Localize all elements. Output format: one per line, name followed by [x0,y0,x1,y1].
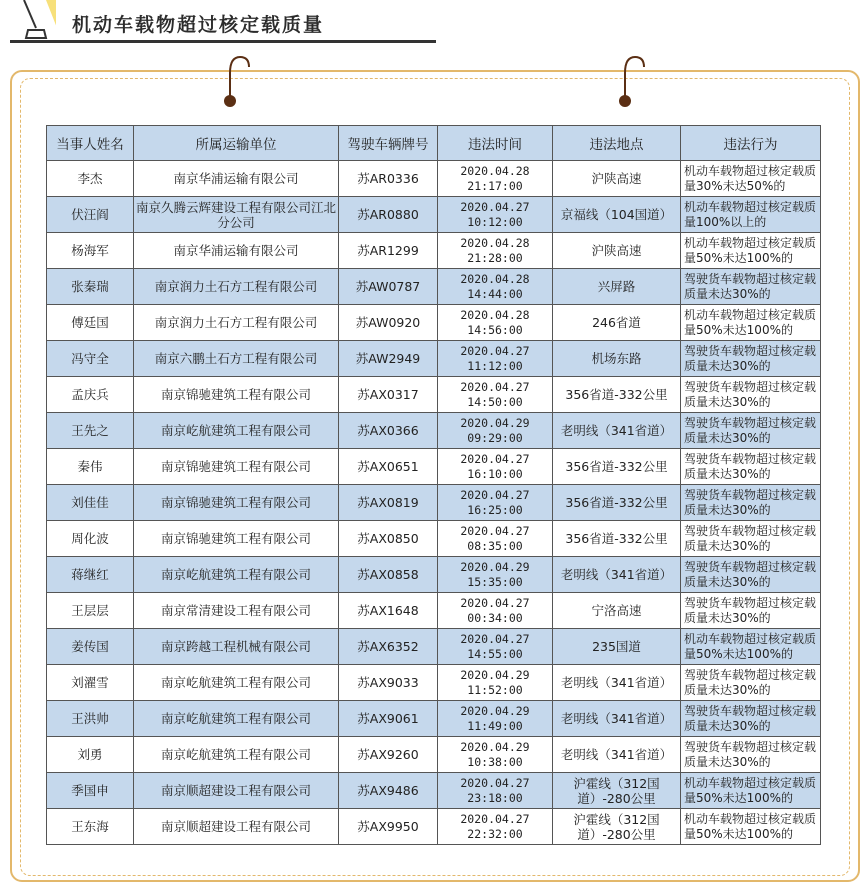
cell-name [47,773,134,809]
cell-time [438,593,553,629]
cell-name-name: 王先之 [71,423,109,438]
cell-time [438,197,553,233]
cell-company-company: 南京华浦运输有限公司 [173,171,299,186]
cell-place [553,629,681,665]
cell-act [681,593,821,629]
cell-act [681,557,821,593]
cell-time-date: 2020.04.28 [460,163,530,178]
cell-plate-plate: 苏AX9486 [357,783,419,798]
table-row [47,629,821,665]
cell-time-time: 14:44:00 [467,286,523,301]
cell-time-time: 16:10:00 [467,466,523,481]
cell-company [134,773,339,809]
cell-name [47,809,134,845]
cell-act [681,521,821,557]
cell-time-time: 16:25:00 [467,502,523,517]
cell-place [553,773,681,809]
cell-place [553,485,681,521]
cell-place [553,593,681,629]
cell-name [47,161,134,197]
cell-place [553,665,681,701]
cell-act-act: 驾驶货车载物超过核定载质量未达30%的 [684,739,817,769]
cell-time-time: 11:52:00 [467,682,523,697]
cell-time-time: 15:35:00 [467,574,523,589]
cell-time [438,269,553,305]
table-row [47,701,821,737]
cell-time [438,737,553,773]
cell-company-company: 南京华浦运输有限公司 [173,243,299,258]
col-header-company: 所属运输单位 [134,126,339,161]
cell-time-date: 2020.04.28 [460,307,530,322]
cell-time-time: 21:28:00 [467,250,523,265]
cell-place [553,233,681,269]
table-row [47,737,821,773]
cell-time-time: 00:34:00 [467,610,523,625]
cell-time-time: 21:17:00 [467,178,523,193]
cell-plate-plate: 苏AX0858 [357,567,419,582]
cell-name-name: 蒋继红 [71,567,109,582]
table-row [47,557,821,593]
cell-place-place: 沪霍线（312国道）-280公里 [573,775,660,806]
cell-time-date: 2020.04.27 [460,631,530,646]
table-row [47,197,821,233]
cell-act-act: 机动车载物超过核定载质量50%未达100%的 [684,235,817,265]
cell-time-date: 2020.04.27 [460,523,530,538]
cell-place-place: 沪霍线（312国道）-280公里 [573,811,660,842]
cell-act [681,161,821,197]
cell-place-place: 356省道-332公里 [565,531,668,546]
table-row [47,521,821,557]
cell-time [438,341,553,377]
cell-company [134,665,339,701]
cell-act [681,305,821,341]
cell-act-act: 机动车载物超过核定载质量30%未达50%的 [684,163,817,193]
cell-time [438,557,553,593]
cell-plate-plate: 苏AX9061 [357,711,419,726]
cell-company-company: 南京顺超建设工程有限公司 [160,819,311,834]
cell-time [438,161,553,197]
cell-company-company: 南京屹航建筑工程有限公司 [160,423,311,438]
cell-plate-plate: 苏AX9033 [357,675,419,690]
cell-company-company: 南京屹航建筑工程有限公司 [160,567,311,582]
col-header-time: 违法时间 [438,126,553,161]
cell-company [134,413,339,449]
cell-plate-plate: 苏AX9260 [357,747,419,762]
cell-act-act: 驾驶货车载物超过核定载质量未达30%的 [684,523,817,553]
cell-time [438,701,553,737]
cell-name [47,413,134,449]
cell-act [681,269,821,305]
cell-plate-plate: 苏AR0880 [357,207,419,222]
cell-name-name: 张秦瑞 [71,279,109,294]
cell-place [553,161,681,197]
table-row [47,233,821,269]
cell-company [134,269,339,305]
cell-act-act: 驾驶货车载物超过核定载质量未达30%的 [684,667,817,697]
cell-act-act: 机动车载物超过核定载质量100%以上的 [684,199,817,229]
cell-company-company: 南京润力土石方工程有限公司 [154,279,318,294]
cell-name [47,305,134,341]
cell-plate-plate: 苏AX1648 [357,603,419,618]
cell-place [553,197,681,233]
cell-place-place: 356省道-332公里 [565,459,668,474]
cell-time [438,629,553,665]
cell-plate [339,665,438,701]
cell-name [47,341,134,377]
cell-company [134,341,339,377]
cell-act [681,809,821,845]
cell-time-date: 2020.04.27 [460,595,530,610]
cell-company-company: 南京六鹏土石方工程有限公司 [154,351,318,366]
cell-plate [339,161,438,197]
cell-act [681,449,821,485]
cell-plate [339,269,438,305]
cell-company [134,161,339,197]
table-row [47,413,821,449]
cell-name-name: 王层层 [71,603,109,618]
cell-plate [339,773,438,809]
cell-plate-plate: 苏AX9950 [357,819,419,834]
cell-time-date: 2020.04.29 [460,667,530,682]
cell-place-place: 235国道 [592,639,641,654]
cell-place [553,413,681,449]
table-header-row [47,126,821,161]
cell-name [47,449,134,485]
cell-place [553,341,681,377]
cell-time-date: 2020.04.28 [460,271,530,286]
cell-time [438,809,553,845]
cell-place [553,809,681,845]
cell-act [681,197,821,233]
cell-company-company: 南京久腾云辉建设工程有限公司江北分公司 [135,199,336,230]
cell-plate [339,449,438,485]
cell-place [553,305,681,341]
cell-time-time: 09:29:00 [467,430,523,445]
cell-act [681,485,821,521]
table-row [47,341,821,377]
cell-place-place: 宁洛高速 [591,603,642,618]
table-body [47,161,821,845]
cell-place-place: 老明线（341省道） [560,747,673,762]
cell-name-name: 孟庆兵 [71,387,109,402]
cell-company [134,485,339,521]
cell-name-name: 伏汪阎 [71,207,109,222]
cell-time [438,773,553,809]
cell-name [47,629,134,665]
cell-time [438,233,553,269]
cell-company-company: 南京顺超建设工程有限公司 [160,783,311,798]
cell-name-name: 傅廷国 [71,315,109,330]
cell-time-date: 2020.04.28 [460,235,530,250]
col-header-name: 当事人姓名 [47,126,134,161]
cell-name [47,521,134,557]
cell-plate-plate: 苏AX6352 [357,639,419,654]
cell-time-time: 14:50:00 [467,394,523,409]
cell-place [553,737,681,773]
cell-act-act: 机动车载物超过核定载质量50%未达100%的 [684,775,817,805]
cell-time-time: 10:38:00 [467,754,523,769]
cell-time-date: 2020.04.27 [460,379,530,394]
cell-plate [339,377,438,413]
cell-company [134,737,339,773]
cell-time-time: 11:49:00 [467,718,523,733]
cell-time-date: 2020.04.29 [460,415,530,430]
cell-place [553,449,681,485]
cell-act [681,341,821,377]
cell-act-act: 机动车载物超过核定载质量50%未达100%的 [684,631,817,661]
cell-company [134,377,339,413]
cell-time [438,665,553,701]
cell-time [438,485,553,521]
cell-name [47,665,134,701]
cell-time-date: 2020.04.27 [460,343,530,358]
cell-company-company: 南京锦驰建筑工程有限公司 [160,495,311,510]
title-underline [10,40,436,43]
cell-time [438,377,553,413]
page-title: 机动车载物超过核定载质量 [72,14,325,36]
cell-time-date: 2020.04.27 [460,199,530,214]
cell-name-name: 秦伟 [77,459,103,474]
cell-plate-plate: 苏AX0366 [357,423,419,438]
cell-time-time: 22:32:00 [467,826,523,841]
cell-act [681,737,821,773]
cell-act-act: 机动车载物超过核定载质量50%未达100%的 [684,307,817,337]
cell-name-name: 王东海 [71,819,109,834]
cell-time-time: 08:35:00 [467,538,523,553]
col-header-act: 违法行为 [681,126,821,161]
table-row [47,773,821,809]
cell-act-act: 驾驶货车载物超过核定载质量未达30%的 [684,595,817,625]
cell-act [681,377,821,413]
cell-act-act: 驾驶货车载物超过核定载质量未达30%的 [684,703,817,733]
cell-plate-plate: 苏AW0787 [355,279,421,294]
cell-time [438,413,553,449]
cell-time-date: 2020.04.27 [460,775,530,790]
cell-company [134,593,339,629]
cell-name-name: 姜传国 [71,639,109,654]
cell-place-place: 老明线（341省道） [560,423,673,438]
cell-time-date: 2020.04.27 [460,451,530,466]
cell-name [47,197,134,233]
lamp-icon [6,0,56,40]
cell-name [47,269,134,305]
cell-plate-plate: 苏AR1299 [357,243,419,258]
cell-name-name: 刘勇 [77,747,103,762]
hook-icon-left [222,55,262,115]
cell-company-company: 南京锦驰建筑工程有限公司 [160,531,311,546]
cell-time-date: 2020.04.29 [460,559,530,574]
cell-time [438,521,553,557]
table-row [47,665,821,701]
cell-plate [339,629,438,665]
cell-act-act: 驾驶货车载物超过核定载质量未达30%的 [684,487,817,517]
cell-act [681,701,821,737]
cell-place-place: 兴屏路 [597,279,636,294]
cell-plate-plate: 苏AX0819 [357,495,419,510]
cell-act-act: 驾驶货车载物超过核定载质量未达30%的 [684,271,817,301]
cell-company-company: 南京锦驰建筑工程有限公司 [160,459,311,474]
cell-plate [339,341,438,377]
table-row [47,593,821,629]
cell-name [47,701,134,737]
cell-company [134,449,339,485]
cell-name [47,557,134,593]
table-row [47,809,821,845]
cell-company-company: 南京常清建设工程有限公司 [160,603,311,618]
cell-name [47,233,134,269]
cell-plate [339,593,438,629]
cell-company-company: 南京锦驰建筑工程有限公司 [160,387,311,402]
cell-company [134,197,339,233]
cell-company-company: 南京润力土石方工程有限公司 [154,315,318,330]
cell-act-act: 机动车载物超过核定载质量50%未达100%的 [684,811,817,841]
table-row [47,161,821,197]
cell-company [134,557,339,593]
cell-place-place: 356省道-332公里 [565,495,668,510]
cell-company-company: 南京屹航建筑工程有限公司 [160,711,311,726]
cell-company [134,629,339,665]
violation-table [46,125,821,845]
cell-act-act: 驾驶货车载物超过核定载质量未达30%的 [684,415,817,445]
table-row [47,377,821,413]
cell-time-time: 23:18:00 [467,790,523,805]
cell-time-date: 2020.04.29 [460,703,530,718]
cell-time-time: 10:12:00 [467,214,523,229]
cell-plate [339,809,438,845]
cell-name-name: 刘佳佳 [71,495,109,510]
cell-place-place: 京福线（104国道） [560,207,673,222]
table-row [47,485,821,521]
cell-time [438,449,553,485]
cell-name-name: 季国申 [71,783,109,798]
cell-company [134,701,339,737]
cell-time-time: 14:56:00 [467,322,523,337]
cell-plate [339,521,438,557]
cell-act-act: 驾驶货车载物超过核定载质量未达30%的 [684,379,817,409]
cell-time-time: 14:55:00 [467,646,523,661]
cell-time [438,305,553,341]
cell-act [681,665,821,701]
cell-place-place: 沪陕高速 [591,171,642,186]
cell-plate [339,701,438,737]
cell-place-place: 老明线（341省道） [560,567,673,582]
cell-place-place: 机场东路 [591,351,642,366]
col-header-place: 违法地点 [553,126,681,161]
cell-name-name: 李杰 [77,171,103,186]
cell-act-act: 驾驶货车载物超过核定载质量未达30%的 [684,559,817,589]
cell-plate-plate: 苏AX0850 [357,531,419,546]
cell-place-place: 246省道 [592,315,641,330]
cell-name-name: 王洪帅 [71,711,109,726]
cell-plate [339,233,438,269]
cell-name-name: 杨海军 [71,243,109,258]
cell-plate-plate: 苏AW2949 [355,351,421,366]
cell-place-place: 沪陕高速 [591,243,642,258]
cell-act-act: 驾驶货车载物超过核定载质量未达30%的 [684,343,817,373]
cell-plate-plate: 苏AR0336 [357,171,419,186]
table-row [47,449,821,485]
cell-place-place: 老明线（341省道） [560,675,673,690]
cell-time-date: 2020.04.29 [460,739,530,754]
cell-place [553,701,681,737]
cell-company-company: 南京跨越工程机械有限公司 [160,639,311,654]
cell-name-name: 冯守全 [71,351,109,366]
cell-plate [339,413,438,449]
cell-plate [339,305,438,341]
cell-plate-plate: 苏AX0651 [357,459,419,474]
table-row [47,269,821,305]
cell-plate-plate: 苏AW0920 [355,315,421,330]
cell-place [553,377,681,413]
cell-company [134,233,339,269]
cell-place [553,269,681,305]
col-header-plate: 驾驶车辆牌号 [339,126,438,161]
cell-company-company: 南京屹航建筑工程有限公司 [160,675,311,690]
cell-name [47,737,134,773]
cell-time-time: 11:12:00 [467,358,523,373]
cell-time-date: 2020.04.27 [460,487,530,502]
cell-time-date: 2020.04.27 [460,811,530,826]
cell-place [553,557,681,593]
table-row [47,305,821,341]
cell-place-place: 老明线（341省道） [560,711,673,726]
cell-plate [339,197,438,233]
cell-company [134,521,339,557]
cell-name [47,377,134,413]
cell-plate [339,557,438,593]
cell-act [681,413,821,449]
cell-name-name: 周化波 [71,531,109,546]
cell-company [134,809,339,845]
cell-act [681,233,821,269]
cell-name [47,485,134,521]
cell-company [134,305,339,341]
cell-name-name: 刘濯雪 [71,675,109,690]
cell-plate [339,737,438,773]
cell-act [681,773,821,809]
hook-icon-right [617,55,657,115]
cell-act-act: 驾驶货车载物超过核定载质量未达30%的 [684,451,817,481]
cell-company-company: 南京屹航建筑工程有限公司 [160,747,311,762]
cell-plate [339,485,438,521]
cell-act [681,629,821,665]
cell-name [47,593,134,629]
cell-plate-plate: 苏AX0317 [357,387,419,402]
cell-place-place: 356省道-332公里 [565,387,668,402]
cell-place [553,521,681,557]
